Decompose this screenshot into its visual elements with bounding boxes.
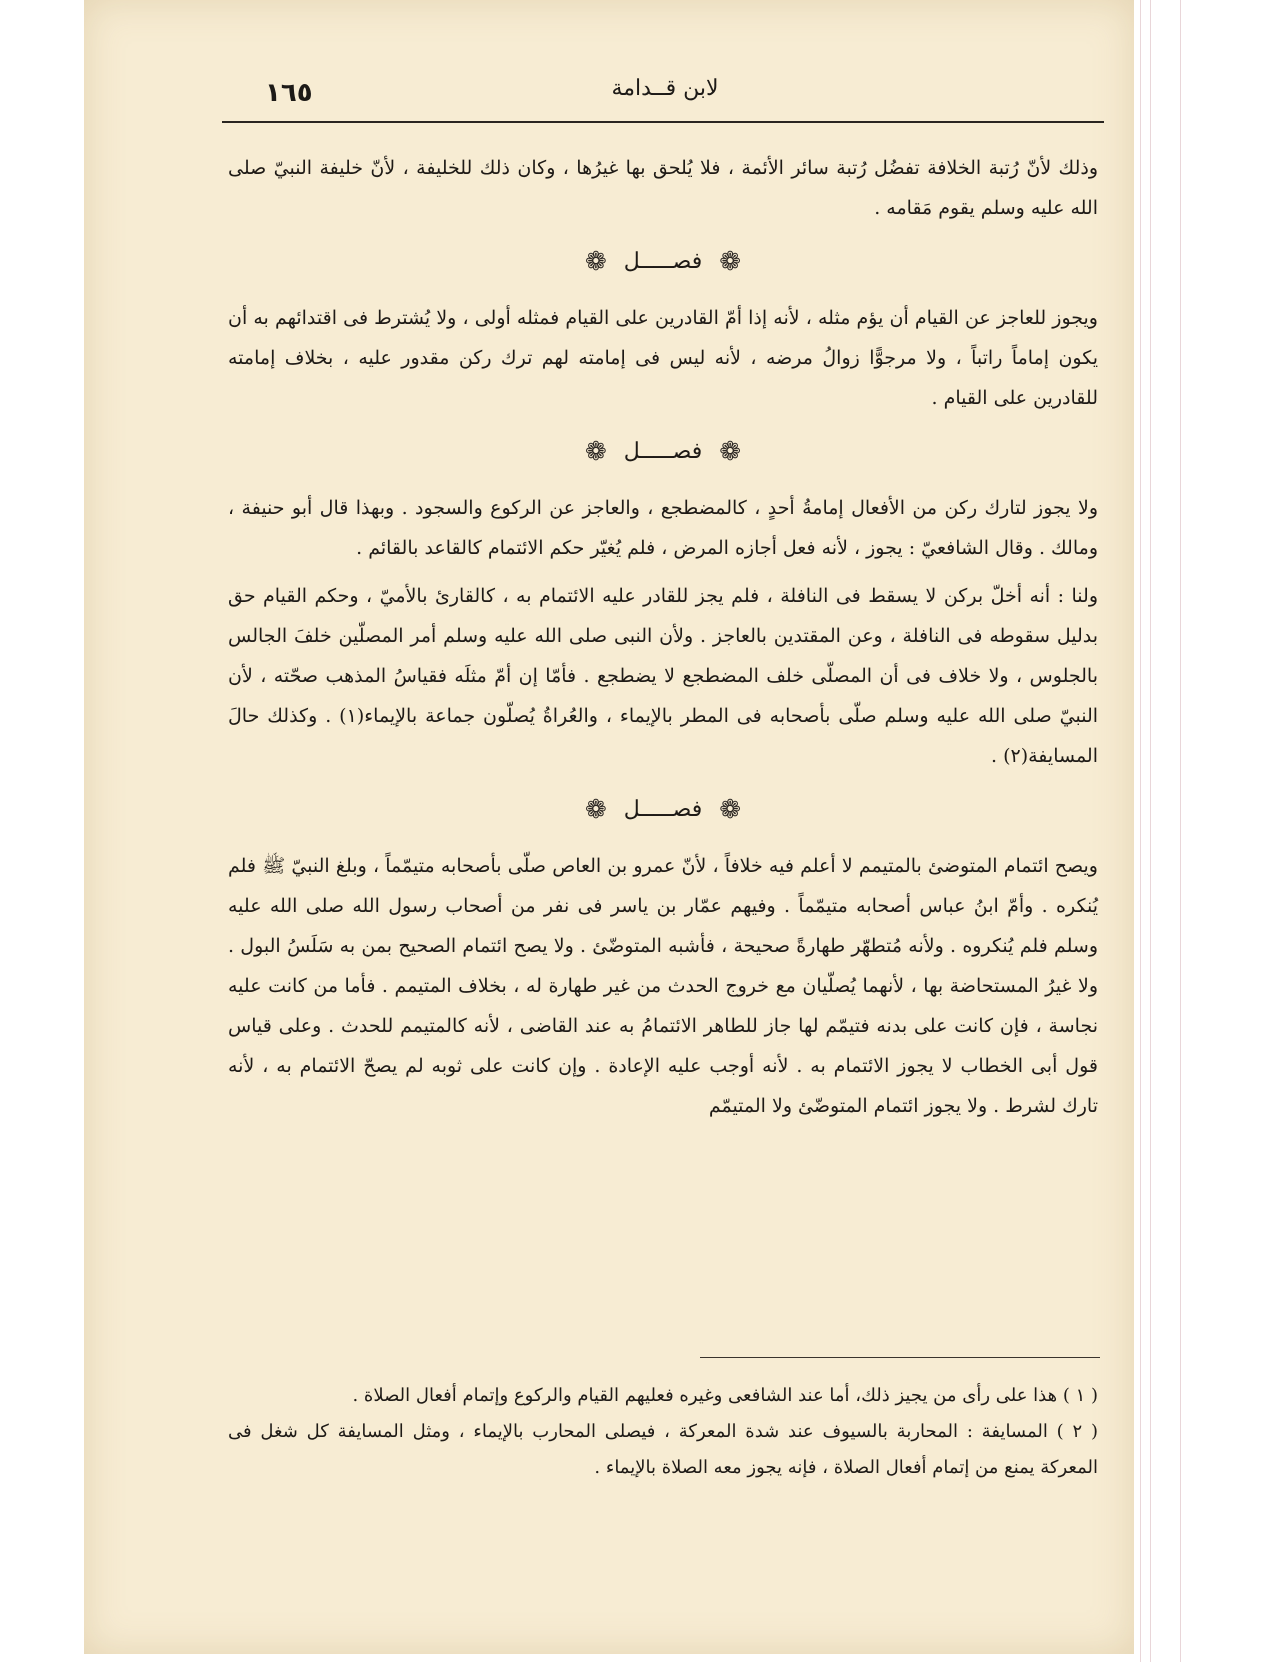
header-rule: [222, 121, 1104, 123]
page-header: [225, 74, 1105, 118]
paragraph: ويصح ائتمام المتوضئ بالمتيمم لا أعلم فيه خلافاً ، لأنّ عمرو بن العاص صلّى بأصحابه متيمّماً ، وبلغ النبيّ ﷺ فلم يُنكره . وأمّ ابنُ عباس أصحابه متيمّماً . وفيهم عمّار بن ياسر فى نفر من أصحاب رسول الله صلى الله عليه وسلم فلم يُنكروه . ولأنه مُتطهّر طهارةً صحيحة ، فأشبه المتوضّئ . ولا يصح ائتمام الصحيح بمن به سَلَسُ البول . ولا غيرُ المستحاضة بها ، لأنهما يُصلّيان مع خروج الحدث من غير طهارة له ، بخلاف المتيمم . فأما من كانت عليه نجاسة ، فإن كانت على بدنه فتيمّم لها جاز للطاهر الائتمامُ به عند القاضى ، لأنه كالمتيمم للحدث . وعلى قياس قول أبى الخطاب لا يجوز الائتمام به . لأنه أوجب عليه الإعادة . وإن كانت على ثوبه لم يصحّ الائتمام به ، لأنه تارك لشرط . ولا يجوز ائتمام المتوضّئ ولا المتيمّم: [228, 855, 1099, 1117]
paragraph: وذلك لأنّ رُتبة الخلافة تفضُل رُتبة سائر الأئمة ، فلا يُلحق بها غيرُها ، وكان ذلك للخليفة ، لأنّ خليفة النبيّ صلى الله عليه وسلم يقوم مَقامه .: [228, 157, 1098, 219]
ornament-icon: ❁: [584, 795, 607, 825]
paragraph: ولنا : أنه أخلّ بركن لا يسقط فى النافلة ، فلم يجز للقادر عليه الائتمام به ، كالقارئ بالأميّ ، وحكم القيام حق بدليل سقوطه فى النافلة ، وعن المقتدين بالعاجز . ولأن النبى صلى الله عليه وسلم أمر المصلّين خلفَ الجالس بالجلوس ، ولا خلاف فى أن المصلّى خلف المضطجع لا يضطجع . فأمّا إن أمّ مثلَه فقياسُ المذهب صحّته ، لأن النبيّ صلى الله عليه وسلم صلّى بأصحابه فى المطر بالإيماء ، والعُراةُ يُصلّون جماعة بالإيماء(١) . وكذلك حالَ المسايفة(٢) .: [228, 585, 1099, 767]
footnote: ( ١ ) هذا على رأى من يجيز ذلك، أما عند الشافعى وغيره فعليهم القيام والركوع وإتمام أفعال الصلاة .: [352, 1385, 1098, 1406]
section-title: فصـــــل: [623, 797, 703, 822]
page-margin-right: [1134, 0, 1268, 1662]
section-title: فصـــــل: [623, 249, 703, 274]
margin-line: [1180, 0, 1181, 1662]
section-divider: [228, 236, 1098, 288]
section-divider: [228, 426, 1098, 478]
margin-line: [1140, 0, 1141, 1662]
footnotes: [228, 1378, 1098, 1486]
paragraph: ويجوز للعاجز عن القيام أن يؤم مثله ، لأنه إذا أمّ القادرين على القيام فمثله أولى ، ولا يُشترط فى اقتدائهم به أن يكون إماماً راتباً ، ولا مرجوًّا زوالُ مرضه ، لأنه ليس فى إمامته لهم ترك ركن مقدور عليه ، بخلاف إمامته للقادرين على القيام .: [228, 307, 1098, 409]
paragraph: ولا يجوز لتارك ركن من الأفعال إمامةُ أحدٍ ، كالمضطجع ، والعاجز عن الركوع والسجود . وبهذا قال أبو حنيفة ، ومالك . وقال الشافعيّ : يجوز ، لأنه فعل أجازه المرض ، فلم يُغيّر حكم الائتمام كالقاعد بالقائم .: [228, 497, 1098, 559]
ornament-icon: ❁: [719, 795, 742, 825]
main-text: [228, 148, 1098, 1134]
ornament-icon: ❁: [719, 437, 742, 467]
section-title: فصـــــل: [623, 439, 703, 464]
page-number: ١٦٥: [265, 78, 313, 108]
section-divider: [228, 784, 1098, 836]
footnote-rule: [700, 1357, 1100, 1358]
margin-line: [1150, 0, 1151, 1662]
footnote: ( ٢ ) المسايفة : المحاربة بالسيوف عند شدة المعركة ، فيصلى المحارب بالإيماء ، ومثل المسايفة كل شغل فى المعركة يمنع من إتمام أفعال الصلاة ، فإنه يجوز معه الصلاة بالإيماء .: [228, 1421, 1098, 1478]
ornament-icon: ❁: [719, 247, 742, 277]
ornament-icon: ❁: [584, 437, 607, 467]
ornament-icon: ❁: [584, 247, 607, 277]
running-title: لابن قــدامة: [611, 76, 719, 101]
